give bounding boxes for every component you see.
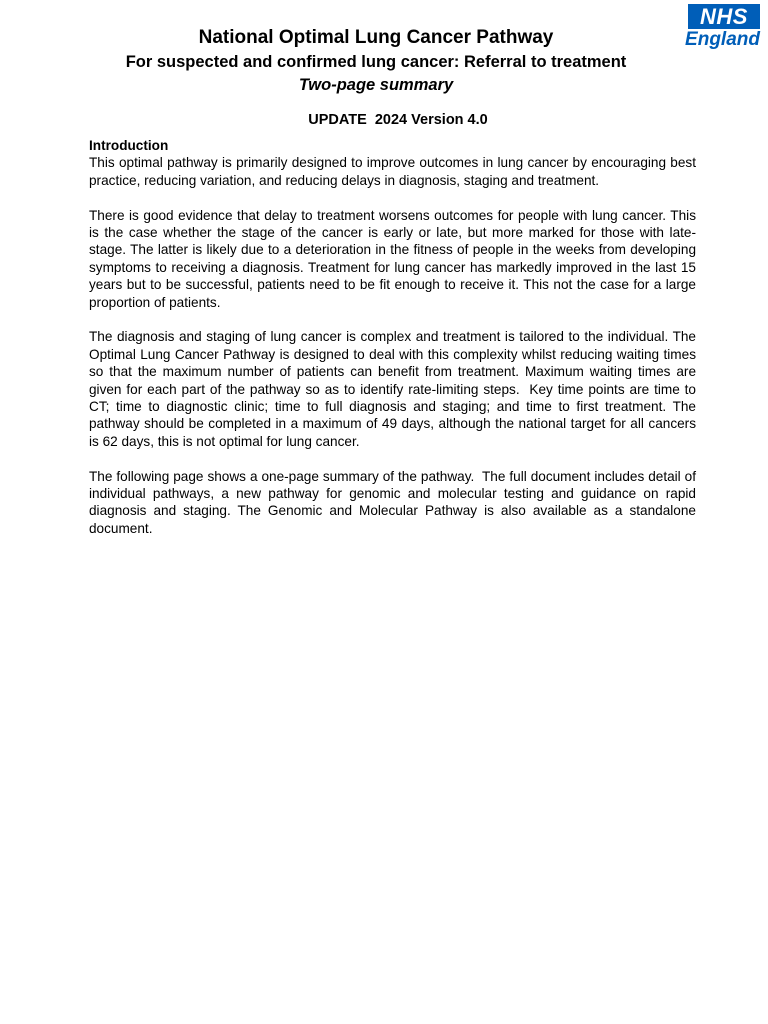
intro-paragraph-1: This optimal pathway is primarily designed to improve outcomes in lung cancer by encouraging best practice, reducing variation, and reducing delays in diagnosis, staging and treatment. — [89, 155, 700, 188]
document-title: National Optimal Lung Cancer Pathway — [198, 27, 554, 48]
introduction-section — [89, 137, 700, 555]
version-label: UPDATE 2024 Version 4.0 — [308, 112, 488, 128]
nhs-logo-region: England — [685, 29, 760, 50]
document-subtitle: For suspected and confirmed lung cancer: Referral to treatment — [125, 53, 627, 71]
intro-paragraph-3: The diagnosis and staging of lung cancer is complex and treatment is tailored to the individual. The Optimal Lung Cancer Pathway is designed to deal with this complexity whilst reducing waiting times so that the maximum number of patients can benefit from treatment. Maximum waiting times are given for each part of the pathway so as to identify rate-limiting steps. Key time points are time to CT; time to diagnostic clinic; time to full diagnosis and staging; and time to first treatment. The pathway should be completed in a maximum of 49 days, although the national target for all cancers is 62 days, this is not optimal for lung cancer. — [89, 329, 700, 449]
introduction-heading: Introduction — [89, 138, 169, 153]
document-header — [60, 26, 692, 96]
intro-paragraph-4: The following page shows a one-page summary of the pathway. The full document includes detail of individual pathways, a new pathway for genomic and molecular testing and guidance on rapid diagnosis and staging. The Genomic and Molecular Pathway is also available as a standalone document. — [89, 468, 700, 536]
intro-paragraph-2: There is good evidence that delay to treatment worsens outcomes for people with lung cancer. This is the case whether the stage of the cancer is early or late, but more marked for those with late-stage. The latter is likely due to a deterioration in the fitness of people in the weeks from developing symptoms to receiving a diagnosis. Treatment for lung cancer has markedly improved in the last 15 years but to be successful, patients need to be fit enough to receive it. This not the case for a large proportion of patients. — [89, 207, 700, 310]
document-summary-label: Two-page summary — [298, 76, 454, 94]
nhs-logo-box: NHS — [688, 4, 760, 29]
